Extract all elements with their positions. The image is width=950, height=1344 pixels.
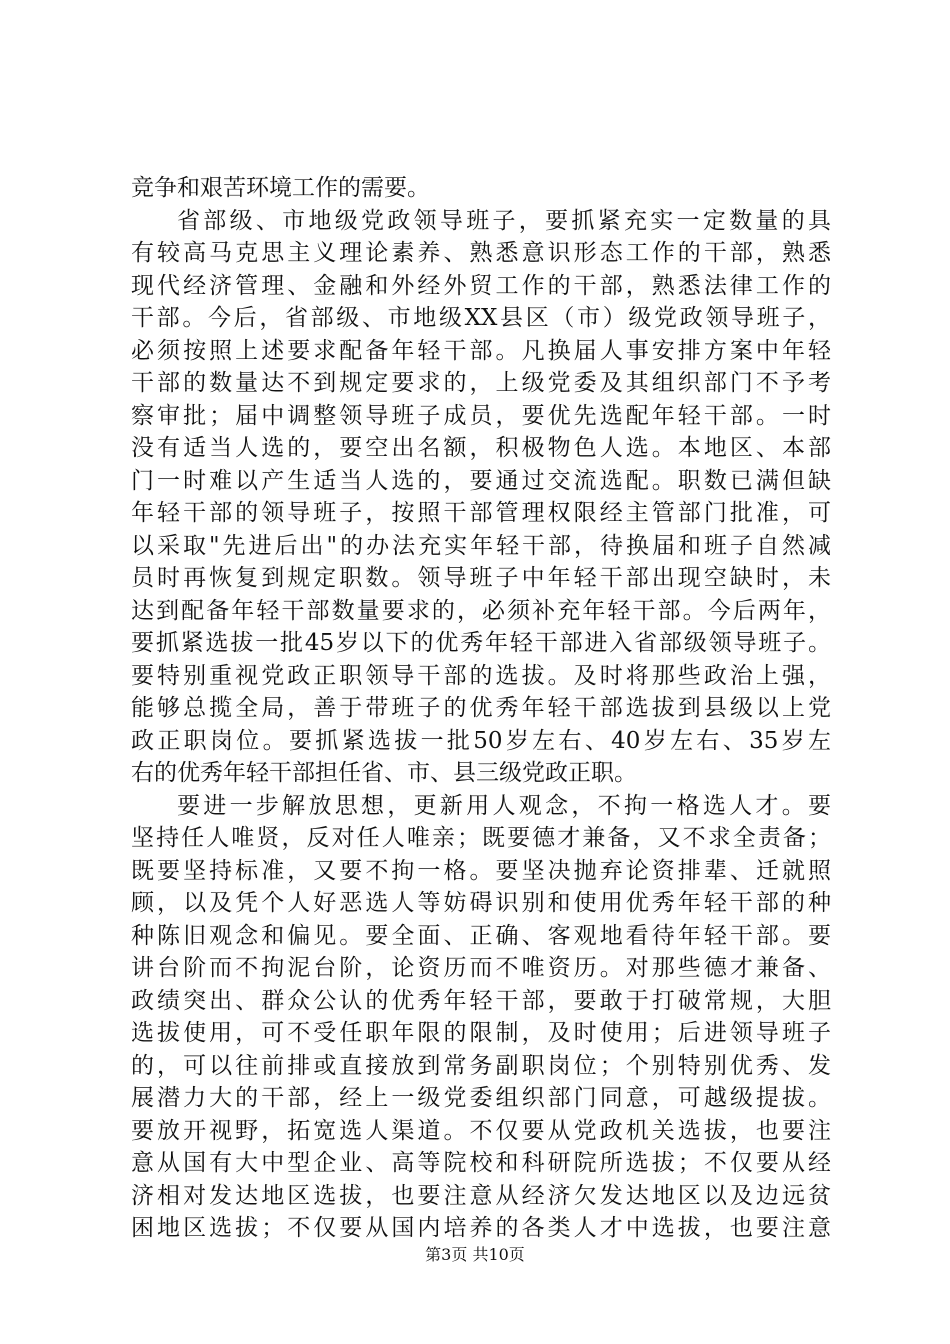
text-line: 要特别重视党政正职领导干部的选拔。及时将那些政治上强， xyxy=(131,662,831,689)
text-line: 以采取"先进后出"的办法充实年轻干部，待换届和班子自然减 xyxy=(131,532,831,559)
text-line: 省部级、市地级党政领导班子，要抓紧充实一定数量的具 xyxy=(177,207,831,234)
text-line: 能够总揽全局，善于带班子的优秀年轻干部选拔到县级以上党 xyxy=(131,695,831,721)
page-footer: 第3页 共10页 xyxy=(425,1245,525,1264)
text-line: 意从国有大中型企业、高等院校和科研院所选拔；不仅要从经 xyxy=(131,1150,831,1176)
text-line: 讲台阶而不拘泥台阶，论资历而不唯资历。对那些德才兼备、 xyxy=(131,955,831,981)
text-line: 竞争和艰苦环境工作的需要。 xyxy=(131,175,430,201)
text-line: 政正职岗位。要抓紧选拔一批50岁左右、40岁左右、35岁左 xyxy=(131,727,831,754)
text-line: 没有适当人选的，要空出名额，积极物色人选。本地区、本部 xyxy=(131,435,831,461)
text-line: 政绩突出、群众公认的优秀年轻干部，要敢于打破常规，大胆 xyxy=(131,987,831,1014)
paragraph xyxy=(131,790,831,1245)
text-line: 察审批；届中调整领导班子成员，要优先选配年轻干部。一时 xyxy=(131,402,831,429)
text-line: 济相对发达地区选拔，也要注意从经济欠发达地区以及边远贫 xyxy=(131,1182,831,1209)
text-line: 种陈旧观念和偏见。要全面、正确、客观地看待年轻干部。要 xyxy=(131,922,831,949)
text-line: 要放开视野，拓宽选人渠道。不仅要从党政机关选拔，也要注 xyxy=(131,1117,831,1144)
text-line: 干部。今后，省部级、市地级XX县区（市）级党政领导班子， xyxy=(131,305,831,331)
text-line: 右的优秀年轻干部担任省、市、县三级党政正职。 xyxy=(131,760,637,786)
text-line: 有较高马克思主义理论素养、熟悉意识形态工作的干部，熟悉 xyxy=(131,240,831,266)
text-line: 要进一步解放思想，更新用人观念，不拘一格选人才。要 xyxy=(177,792,831,819)
text-line: 既要坚持标准，又要不拘一格。要坚决抛弃论资排辈、迁就照 xyxy=(131,857,831,884)
text-line: 顾，以及凭个人好恶选人等妨碍识别和使用优秀年轻干部的种 xyxy=(131,890,831,916)
text-line: 达到配备年轻干部数量要求的，必须补充年轻干部。今后两年， xyxy=(131,597,831,624)
text-line: 门一时难以产生适当人选的，要通过交流选配。职数已满但缺 xyxy=(131,467,831,494)
text-line: 困地区选拔；不仅要从国内培养的各类人才中选拔，也要注意 xyxy=(131,1215,831,1241)
text-line: 的，可以往前排或直接放到常务副职岗位；个别特别优秀、发 xyxy=(131,1052,831,1079)
text-line: 现代经济管理、金融和外经外贸工作的干部，熟悉法律工作的 xyxy=(131,272,831,299)
text-line: 年轻干部的领导班子，按照干部管理权限经主管部门批准，可 xyxy=(131,500,831,526)
text-line: 坚持任人唯贤，反对任人唯亲；既要德才兼备，又不求全责备； xyxy=(131,825,831,851)
paragraph xyxy=(131,172,831,205)
text-line: 员时再恢复到规定职数。领导班子中年轻干部出现空缺时，未 xyxy=(131,565,831,591)
text-line: 展潜力大的干部，经上一级党委组织部门同意，可越级提拔。 xyxy=(131,1085,831,1111)
text-line: 要抓紧选拔一批45岁以下的优秀年轻干部进入省部级领导班子。 xyxy=(131,630,831,656)
document-body xyxy=(131,172,831,1245)
paragraph xyxy=(131,205,831,790)
text-line: 干部的数量达不到规定要求的，上级党委及其组织部门不予考 xyxy=(131,370,831,396)
text-line: 选拔使用，可不受任职年限的限制，及时使用；后进领导班子 xyxy=(131,1020,831,1046)
text-line: 必须按照上述要求配备年轻干部。凡换届人事安排方案中年轻 xyxy=(131,337,831,364)
